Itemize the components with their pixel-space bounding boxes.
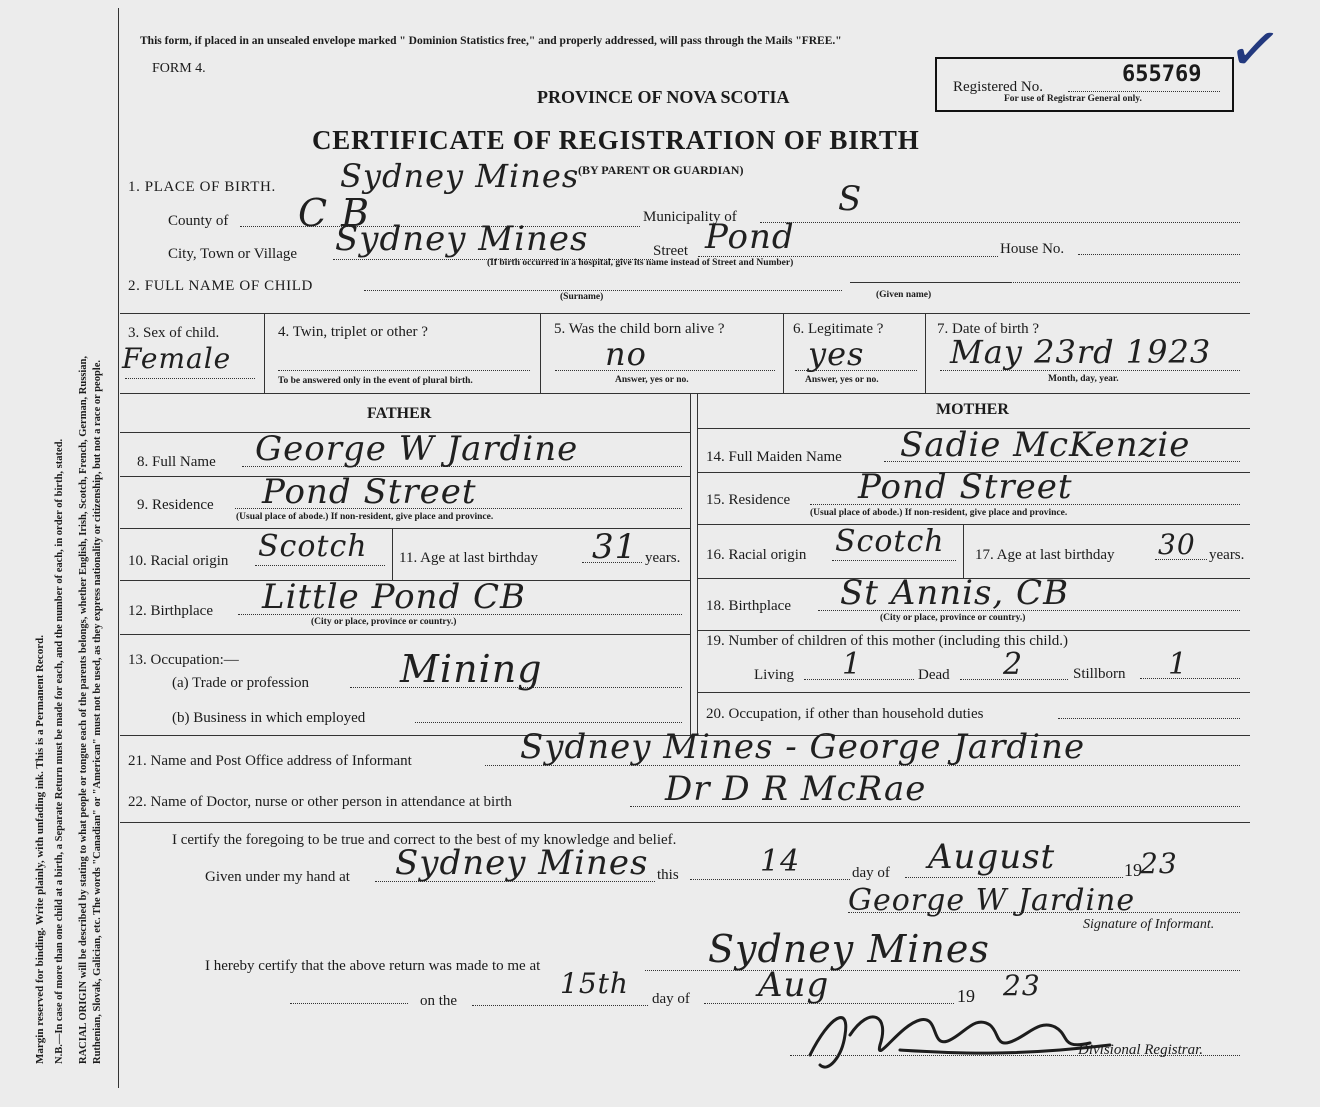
registrar-signature-icon — [790, 995, 1120, 1080]
postal-note: This form, if placed in an unsealed envelope marked " Dominion Statistics free," and properly addressed, will pass through the Mails "FREE." — [140, 35, 842, 47]
born-alive-line — [555, 370, 775, 371]
mother-name-value: Sadie McKenzie — [900, 425, 1191, 465]
rule-parents-split-2 — [697, 393, 698, 735]
legitimate-label: 6. Legitimate ? — [793, 321, 884, 337]
street-label: Street — [653, 243, 688, 259]
father-age-value: 31 — [592, 527, 638, 567]
mother-age-value: 30 — [1158, 528, 1196, 561]
legitimate-value: yes — [808, 335, 865, 373]
born-alive-note: Answer, yes or no. — [615, 375, 689, 385]
sex-value: Female — [122, 342, 232, 375]
rule-mother-5 — [697, 630, 1250, 631]
mother-birthplace-label: 18. Birthplace — [706, 598, 791, 614]
dayof-label: day of — [852, 865, 890, 881]
surname-note: (Surname) — [560, 292, 604, 302]
father-birthplace-note: (City or place, province or country.) — [311, 617, 457, 627]
father-birthplace-label: 12. Birthplace — [128, 603, 213, 619]
stillborn-label: Stillborn — [1073, 666, 1126, 682]
date-of-birth-value: May 23rd 1923 — [950, 333, 1212, 371]
father-age-label: 11. Age at last birthday — [399, 550, 538, 566]
certify-text: I certify the foregoing to be true and correct to the best of my knowledge and belief. — [172, 832, 677, 848]
legitimate-line — [795, 370, 917, 371]
rule-v-row3-3 — [783, 313, 784, 393]
this-label: this — [657, 867, 679, 883]
dead-value: 2 — [1003, 647, 1024, 682]
margin-note-1: Margin reserved for binding. Write plainly, with unfading ink. This is a Permanent Record. — [34, 635, 46, 1064]
date-of-birth-note: Month, day, year. — [1048, 374, 1119, 384]
born-alive-value: no — [605, 335, 647, 373]
born-alive-label: 5. Was the child born alive ? — [554, 321, 725, 337]
legitimate-note: Answer, yes or no. — [805, 375, 879, 385]
twin-note: To be answered only in the event of plural birth. — [278, 376, 473, 386]
doctor-label: 22. Name of Doctor, nurse or other person in attendance at birth — [128, 794, 512, 810]
registered-number: 655769 — [1122, 62, 1202, 87]
registrar-note: For use of Registrar General only. — [1004, 94, 1142, 104]
street-note: (If birth occurred in a hospital, give its name instead of Street and Number) — [487, 258, 794, 268]
sex-line — [125, 378, 255, 379]
rule-top-row3 — [120, 313, 1250, 314]
mother-occupation-label: 20. Occupation, if other than household duties — [706, 706, 984, 722]
father-heading: FATHER — [367, 405, 432, 422]
mother-residence-note: (Usual place of abode.) If non-resident, give place and province. — [810, 508, 1068, 518]
place-of-birth-label: 1. PLACE OF BIRTH. — [128, 179, 276, 195]
reg-month-value: Aug — [758, 965, 830, 1005]
mother-age-unit: years. — [1209, 547, 1245, 563]
mother-birthplace-note: (City or place, province or country.) — [880, 613, 1026, 623]
mother-children-label: 19. Number of children of this mother (including this child.) — [706, 633, 1069, 649]
given-place-value: Sydney Mines — [395, 843, 649, 883]
certificate-title: CERTIFICATE OF REGISTRATION OF BIRTH — [312, 125, 920, 155]
reg-day-line — [472, 1005, 648, 1006]
check-mark: ✓ — [1223, 10, 1287, 89]
rule-mother-age-split — [963, 524, 964, 578]
registrar-text: I hereby certify that the above return was made to me at — [205, 958, 541, 974]
mother-racial-value: Scotch — [835, 524, 945, 559]
rule-mother-3 — [697, 524, 1250, 525]
rule-mother-6 — [697, 692, 1250, 693]
province-heading: PROVINCE OF NOVA SCOTIA — [537, 87, 790, 107]
father-birthplace-value: Little Pond CB — [262, 577, 527, 617]
given-label: Given under my hand at — [205, 869, 350, 885]
doctor-value: Dr D R McRae — [665, 769, 927, 809]
mother-residence-label: 15. Residence — [706, 492, 791, 508]
rule-certification — [120, 822, 1250, 823]
margin-note-4: Ruthenian, Slovak, Galician, etc. The words "Canadian" or "American" must not be used, as they express nationality or citizenship, but not a race or people. — [92, 359, 103, 1064]
house-label: House No. — [1000, 241, 1065, 257]
reg-year-value: 23 — [1003, 969, 1041, 1002]
twin-line — [278, 370, 530, 371]
living-label: Living — [754, 667, 794, 683]
rule-v-row3-1 — [264, 313, 265, 393]
child-given-line — [850, 282, 1010, 283]
county-label: County of — [168, 213, 229, 229]
day-line — [690, 879, 850, 880]
rule-v-row3-2 — [540, 313, 541, 393]
margin-note-3: RACIAL ORIGIN will be described by stating to what people or tongue each of the parents belongs, whether English, Irish, Scotch, French, German, Russian, — [78, 355, 89, 1064]
divisional-label: Divisional Registrar. — [1078, 1042, 1204, 1058]
mother-heading: MOTHER — [936, 401, 1009, 418]
father-racial-value: Scotch — [258, 529, 368, 564]
rule-bottom-row3 — [120, 393, 1250, 394]
child-given-line-2 — [1010, 282, 1240, 283]
mother-residence-value: Pond Street — [858, 467, 1073, 507]
father-business-line — [415, 722, 682, 723]
reg-dayof-label: day of — [652, 991, 690, 1007]
municipality-label: Municipality of — [643, 209, 737, 225]
city-value: Sydney Mines — [335, 219, 589, 259]
sex-label: 3. Sex of child. — [128, 325, 220, 341]
city-label: City, Town or Village — [168, 246, 298, 262]
place-of-birth-value: Sydney Mines — [340, 157, 580, 195]
month-value: August — [928, 837, 1056, 877]
month-line — [905, 877, 1123, 878]
municipality-value: S — [838, 179, 863, 219]
mother-occupation-line — [1058, 718, 1240, 719]
father-trade-value: Mining — [400, 647, 543, 691]
mother-racial-label: 16. Racial origin — [706, 547, 807, 563]
margin-note-2: N.B.—In case of more than one child at a birth, a Separate Return must be made for each, and the number of each, in order of birth, stated. — [54, 438, 65, 1064]
form-number: FORM 4. — [152, 61, 206, 76]
father-residence-label: 9. Residence — [137, 497, 214, 513]
mother-age-label: 17. Age at last birthday — [975, 547, 1115, 563]
reg-year-prefix: 19 — [957, 986, 975, 1006]
mother-birthplace-value: St Annis, CB — [840, 573, 1070, 613]
father-racial-line — [255, 565, 385, 566]
father-residence-note: (Usual place of abode.) If non-resident, give place and province. — [236, 512, 494, 522]
father-residence-value: Pond Street — [262, 472, 477, 512]
rule-father-5 — [120, 634, 690, 635]
informant-signature: George W Jardine — [848, 883, 1136, 918]
signature-label: Signature of Informant. — [1083, 917, 1215, 932]
informant-value: Sydney Mines - George Jardine — [520, 727, 1086, 767]
certificate-subtitle: (BY PARENT OR GUARDIAN) — [578, 163, 744, 177]
house-line — [1078, 254, 1240, 255]
on-the-prefix-line — [290, 1003, 408, 1004]
rule-father-age-split — [392, 528, 393, 580]
father-business-label: (b) Business in which employed — [172, 710, 366, 726]
rule-parents-split — [690, 393, 691, 735]
father-trade-label: (a) Trade or profession — [172, 675, 310, 691]
mother-name-label: 14. Full Maiden Name — [706, 449, 842, 465]
father-occupation-label: 13. Occupation:— — [128, 652, 239, 668]
municipality-line — [760, 222, 1240, 223]
year-value: 23 — [1140, 847, 1178, 880]
street-value: Pond — [705, 217, 795, 257]
father-name-label: 8. Full Name — [137, 454, 216, 470]
year-prefix: 19 — [1124, 860, 1142, 880]
county-value: C B — [298, 191, 371, 235]
date-of-birth-label: 7. Date of birth ? — [937, 321, 1040, 337]
father-name-value: George W Jardine — [255, 429, 579, 469]
registered-line — [1068, 91, 1220, 92]
informant-signature-line — [848, 912, 1240, 913]
date-of-birth-line — [940, 370, 1240, 371]
stillborn-line — [1140, 678, 1240, 679]
twin-label: 4. Twin, triplet or other ? — [278, 324, 428, 340]
given-note: (Given name) — [876, 290, 932, 300]
stillborn-value: 1 — [1168, 647, 1189, 682]
child-name-label: 2. FULL NAME OF CHILD — [128, 278, 313, 294]
registered-label: Registered No. — [953, 79, 1043, 95]
registrar-place-value: Sydney Mines — [708, 927, 990, 971]
margin-line — [118, 8, 119, 1088]
dead-label: Dead — [918, 667, 950, 683]
day-value: 14 — [760, 844, 801, 879]
mother-racial-line — [832, 560, 956, 561]
on-the-label: on the — [420, 993, 458, 1009]
living-value: 1 — [842, 647, 863, 682]
rule-v-row3-4 — [925, 313, 926, 393]
informant-label: 21. Name and Post Office address of Informant — [128, 753, 412, 769]
father-racial-label: 10. Racial origin — [128, 553, 229, 569]
father-age-unit: years. — [645, 550, 681, 566]
reg-day-value: 15th — [560, 967, 629, 1000]
child-surname-line — [364, 290, 842, 291]
